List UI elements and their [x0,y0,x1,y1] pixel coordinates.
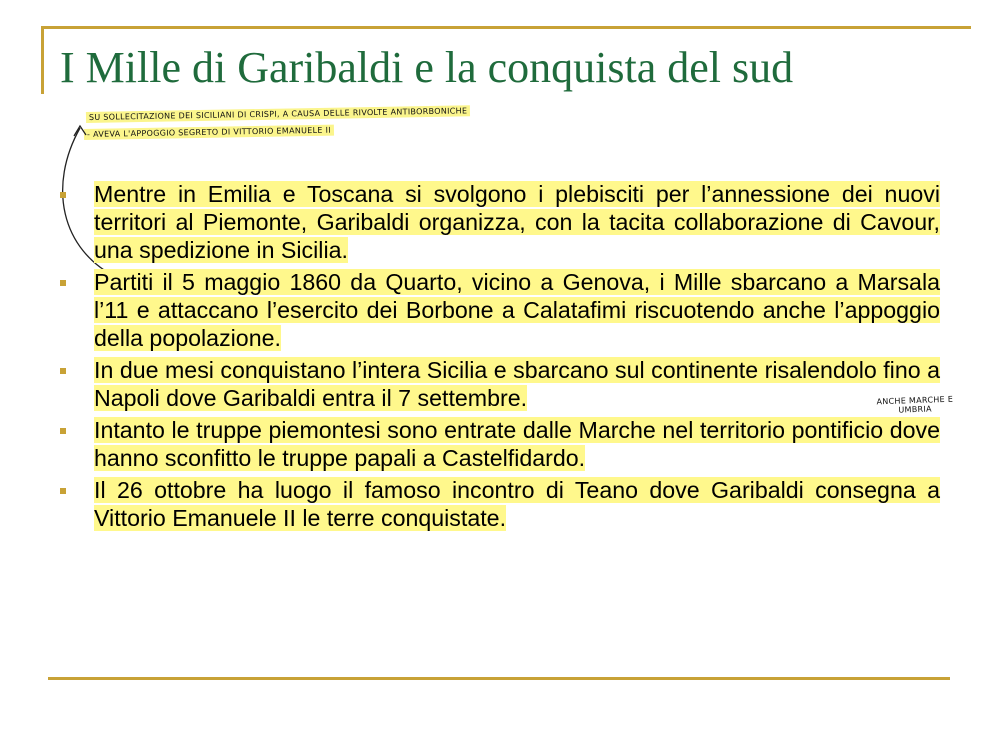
bullet-text: In due mesi conquistano l’intera Sicilia e sbarcano sul continente risalendolo fino a Napoli dove Garibaldi entra il 7 settembre. [94,357,940,411]
bullet-text: Partiti il 5 maggio 1860 da Quarto, vicino a Genova, i Mille sbarcano a Marsala l’11 e attaccano l’esercito dei Borbone a Calatafimi riscuotendo anche l’appoggio della popolazione. [94,269,940,351]
slide-frame-top-rule [41,26,971,29]
slide-title: I Mille di Garibaldi e la conquista del sud [60,43,794,92]
bullet-item [52,268,940,352]
bullet-item [52,476,940,532]
handwritten-note-support: - AVEVA L'APPOGGIO SEGRETO DI VITTORIO EMANUELE II [84,125,334,140]
bullet-marker [60,368,66,374]
bullet-text: Il 26 ottobre ha luogo il famoso incontro di Teano dove Garibaldi consegna a Vittorio Emanuele II le terre conquistate. [94,477,940,531]
bullet-item [52,416,940,472]
bullet-text: Intanto le truppe piemontesi sono entrate dalle Marche nel territorio pontificio dove hanno sconfitto le truppe papali a Castelfidardo. [94,417,940,471]
bullet-list [52,180,940,536]
bullet-text: Mentre in Emilia e Toscana si svolgono i plebisciti per l’annessione dei nuovi territori al Piemonte, Garibaldi organizza, con la tacita collaborazione di Cavour, una spedizione in Sicilia. [94,181,940,263]
bullet-marker [60,192,66,198]
bullet-item [52,180,940,264]
handwritten-note-crispi: SU SOLLECITAZIONE DEI SICILIANI DI CRISPI, A CAUSA DELLE RIVOLTE ANTIBORBONICHE [86,105,470,123]
bullet-marker [60,488,66,494]
slide-frame-bottom-rule [48,677,950,680]
handwritten-note-marche-umbria: ANCHE MARCHE E UMBRIA [876,394,954,415]
bullet-item [52,356,940,412]
bullet-marker [60,280,66,286]
bullet-marker [60,428,66,434]
slide-frame-left-rule [41,26,44,94]
